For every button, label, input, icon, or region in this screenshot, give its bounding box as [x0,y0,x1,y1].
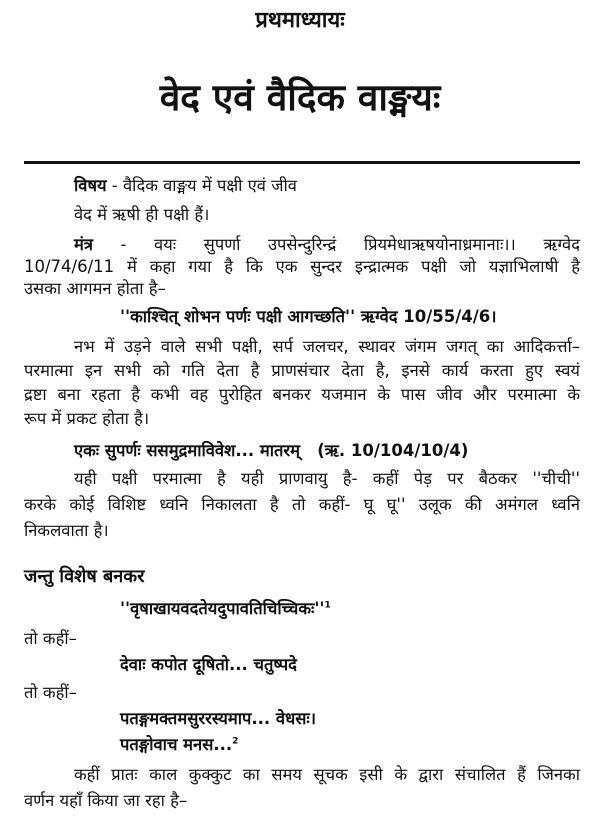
quote-3-text: ''वृषाखायवदतेयदुपावतिचिच्चिकः'' [120,599,325,618]
subject-line [74,175,297,197]
subject-text: - वैदिक वाङ्मय में पक्षी एवं जीव [106,176,297,195]
quote-rigveda-1: ''काश्चित् शोभन पर्णः पक्षी आगच्छति'' ऋग्वेद 10/55/4/6। [120,307,497,326]
subject-label: विषय [74,176,107,195]
quote-4: देवाः कपोत दूषितो... चतुष्पदे [120,655,297,674]
title-divider [24,161,580,164]
paragraph-3-line-1: कहीं प्रातः काल कुक्कुट का समय सूचक इसी के द्वारा संचालित हैं जिनका [74,765,580,784]
paragraph-2-line-1: यही पक्षी परमात्मा है यही प्राणवायु है- कहीं पेड़ पर बैठकर ''चीची'' [74,469,580,488]
quote-6-text: पतङ्गोवाच मनस... [120,735,233,754]
footnote-marker-1: 1 [324,600,331,611]
mantra-text: - वयः सुपर्णा उपसेन्दुरिन्द्रं प्रियमेधाऋषयोनाध्रमानाः।। ऋग्वेद [92,235,580,254]
mantra-line-2: 10/74/6/11 में कहा गया है कि एक सुन्दर इन्द्रात्मक पक्षी जो यज्ञाभिलाषी है [24,257,580,276]
paragraph-3-line-2: वर्णन यहाँ किया जा रहा है– [24,791,188,810]
paragraph-1-line-3: द्रष्टा बना रहता है कभी वह पुरोहित बनकर यजमान के पास जीव और परमात्मा के [24,385,580,404]
footnote-marker-2: 2 [232,736,239,747]
mantra-label: मंत्र [74,235,93,254]
then-where-1: तो कहीं– [24,629,77,648]
paragraph-1-line-1: नभ में उड़ने वाले सभी पक्षी, सर्प जलचर, स्थावर जंगम जगत् का आदिकर्त्ता– [74,337,580,356]
paragraph-1-line-2: परमात्मा इन सभी को गति देता है प्राणसंचार देता है, इनसे कार्य करता हुए स्वयं [24,361,580,380]
mantra-line-1 [74,234,580,256]
quote-5: पतङ्गमक्तमसुररस्यमाप... वेधसः। [120,709,316,728]
section-heading: जन्तु विशेष बनकर [24,566,145,587]
then-where-2: तो कहीं– [24,683,77,702]
quote-6 [120,734,238,756]
mantra-line-3: उसका आगमन होता है– [24,279,166,298]
chapter-heading: प्रथमाध्यायः [255,8,345,33]
paragraph-2-line-2: करके कोई विशिष्ट ध्वनि निकालता है तो कहीं- घू घू'' उलूक की अमंगल ध्वनि [24,495,580,514]
paragraph-1-line-4: रूप में प्रकट होता है। [24,409,150,428]
chapter-title: वेद एवं वैदिक वाङ्मयः [159,76,441,119]
subject-line-2: वेद में ऋषी ही पक्षी हैं। [74,205,210,224]
quote-rigveda-2: एकः सुपर्णः ससमुद्रमाविवेश... मातरम् (ऋ. 10/104/10/4) [74,441,469,460]
paragraph-2-line-3: निकलवाता है। [24,521,109,540]
quote-3 [120,598,331,620]
